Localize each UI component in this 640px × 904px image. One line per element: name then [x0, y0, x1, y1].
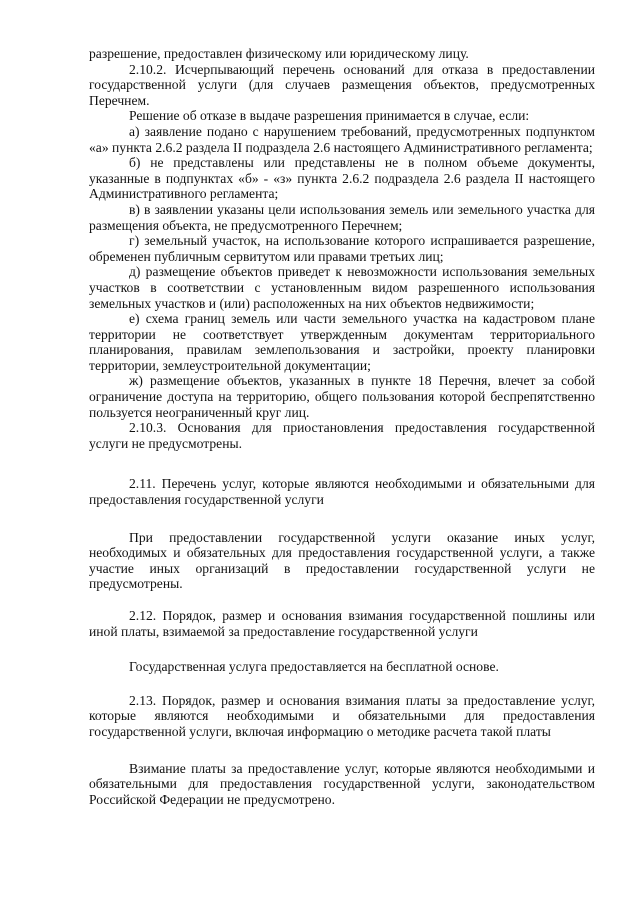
- paragraph-2-11-body: При предоставлении государственной услуги оказание иных услуг, необходимых и обязательных для предоставления государственной услуги, а также участие иных организаций в предоставлении государственной услуги не предусмотрены.: [89, 529, 595, 592]
- paragraph-item-g: г) земельный участок, на использование которого испрашивается разрешение, обременен публичным сервитутом или правами третьих лиц;: [89, 233, 595, 264]
- paragraph-item-e: е) схема границ земель или части земельного участка на кадастровом плане территории не соответствует утвержденным документам территориального планирования, правилам землепользования и застройки, проекту планировки территории, землеустроительной документации;: [89, 311, 595, 373]
- heading-2-11: 2.11. Перечень услуг, которые являются необходимыми и обязательными для предоставления государственной услуги: [89, 476, 595, 508]
- paragraph-2-12-body: Государственная услуга предоставляется на бесплатной основе.: [129, 659, 499, 675]
- paragraph-permit-issued: разрешение, предоставлен физическому или юридическому лицу.: [89, 46, 469, 61]
- document-page: [89, 46, 595, 807]
- paragraph-2-13-body: Взимание платы за предоставление услуг, которые являются необходимыми и обязательными для предоставления государственной услуги, законодательством Российской Федерации не предусмотрено.: [89, 760, 595, 807]
- paragraph-refusal-intro: Решение об отказе в выдаче разрешения принимается в случае, если:: [129, 108, 530, 124]
- heading-2-13: 2.13. Порядок, размер и основания взимания платы за предоставление услуг, которые являются необходимыми и обязательными для предоставления государственной услуги, включая информацию о методике расчета такой платы: [89, 692, 595, 739]
- paragraph-item-a: а) заявление подано с нарушением требований, предусмотренных подпунктом «а» пункта 2.6.2 раздела II подраздела 2.6 настоящего Административного регламента;: [89, 123, 595, 155]
- paragraph-item-b: б) не представлены или представлены не в полном объеме документы, указанные в подпунктах «б» - «з» пункта 2.6.2 подраздела 2.6 раздела II настоящего Административного регламента;: [89, 155, 595, 202]
- paragraph-item-zh: ж) размещение объектов, указанных в пункте 18 Перечня, влечет за собой ограничение доступа на территорию, общего пользования которой беспрепятственно пользуется неограниченный круг лиц.: [89, 373, 595, 420]
- paragraph-2-10-3: 2.10.3. Основания для приостановления предоставления государственной услуги не предусмотрены.: [89, 420, 595, 451]
- heading-2-12: 2.12. Порядок, размер и основания взимания государственной пошлины или иной платы, взимаемой за предоставление государственной услуги: [89, 608, 595, 639]
- paragraph-item-v: в) в заявлении указаны цели использования земель или земельного участка для размещения объекта, не предусмотренного Перечнем;: [89, 201, 595, 233]
- paragraph-item-d: д) размещение объектов приведет к невозможности использования земельных участков в соответствии с установленным видом разрешенного использования земельных участков и (или) расположенных на них объектов недвижимости;: [89, 264, 595, 311]
- paragraph-2-10-2: 2.10.2. Исчерпывающий перечень оснований для отказа в предоставлении государственной услуги (для случаев размещения объектов, предусмотренных Перечнем.: [89, 61, 595, 108]
